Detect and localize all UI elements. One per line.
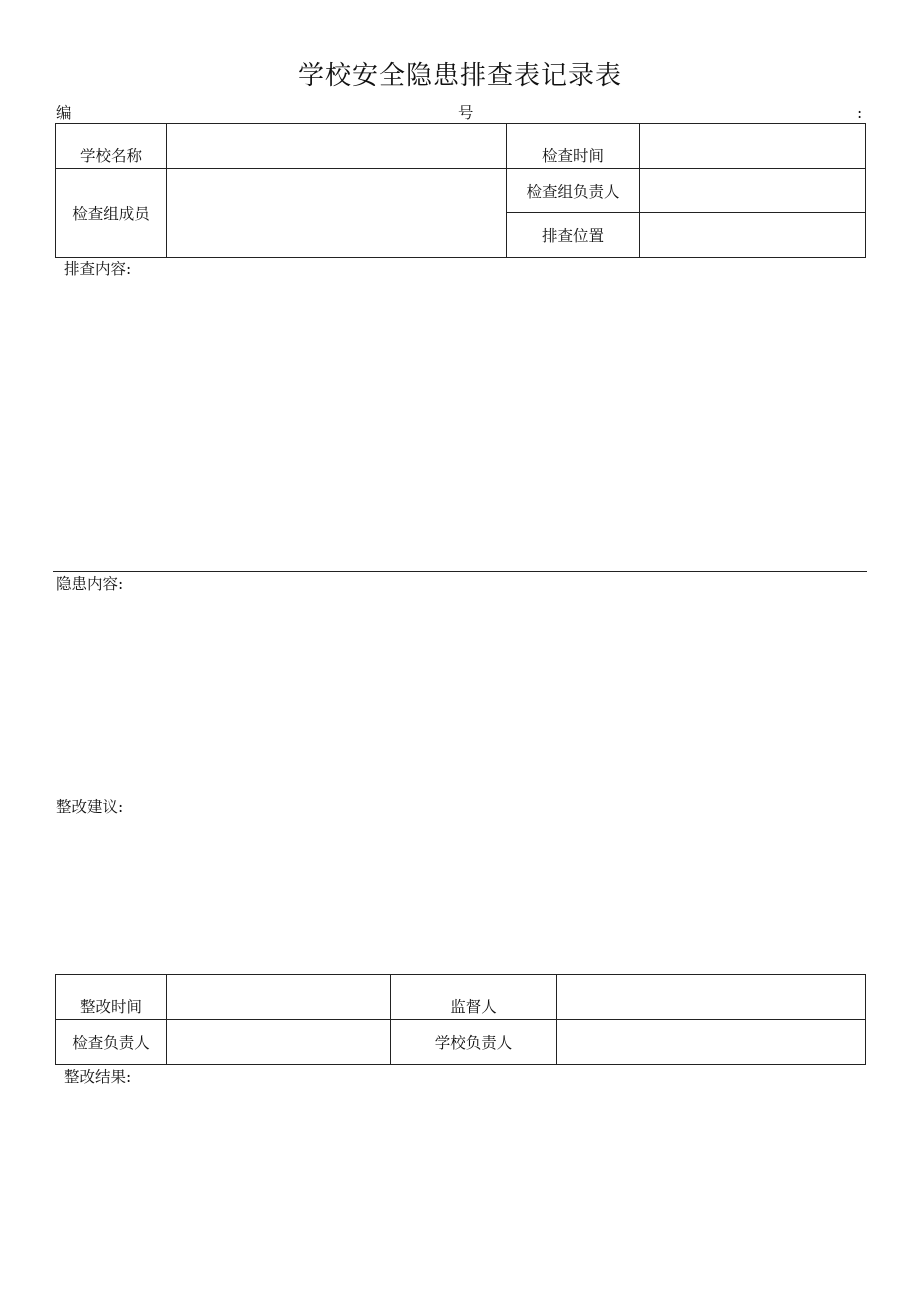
school-name-label: 学校名称 [56, 124, 167, 169]
rectify-table [55, 974, 866, 1065]
hazard-content-label: 隐患内容: [56, 575, 124, 593]
document-title: 学校安全隐患排查表记录表 [297, 61, 622, 91]
rectify-result-label: 整改结果: [64, 1068, 132, 1086]
rectify-time-field[interactable] [167, 975, 391, 1020]
supervisor-field[interactable] [557, 975, 866, 1020]
serial-label-colon: : [857, 104, 863, 122]
inspect-lead-field[interactable] [167, 1020, 391, 1065]
serial-label-left: 编 [56, 104, 72, 122]
members-label: 检查组成员 [56, 169, 167, 258]
rectify-time-label: 整改时间 [56, 975, 167, 1020]
info-table [55, 123, 866, 258]
hazard-content-area[interactable] [60, 600, 860, 790]
members-field[interactable] [167, 169, 507, 258]
leader-field[interactable] [640, 169, 866, 213]
school-lead-field[interactable] [557, 1020, 866, 1065]
rectify-suggestion-label: 整改建议: [56, 798, 124, 816]
rectify-suggestion-area[interactable] [60, 823, 860, 968]
supervisor-label: 监督人 [391, 975, 557, 1020]
location-label: 排查位置 [507, 213, 640, 258]
inspection-content-area[interactable] [60, 285, 860, 565]
rectify-result-area[interactable] [60, 1093, 860, 1273]
serial-label-mid: 号 [458, 104, 474, 122]
leader-label: 检查组负责人 [507, 169, 640, 213]
inspection-content-label: 排查内容: [64, 260, 132, 278]
inspect-time-label: 检查时间 [507, 124, 640, 169]
school-lead-label: 学校负责人 [391, 1020, 557, 1065]
location-field[interactable] [640, 213, 866, 258]
school-name-field[interactable] [167, 124, 507, 169]
inspect-time-field[interactable] [640, 124, 866, 169]
inspect-lead-label: 检查负责人 [56, 1020, 167, 1065]
section-divider [53, 571, 867, 572]
